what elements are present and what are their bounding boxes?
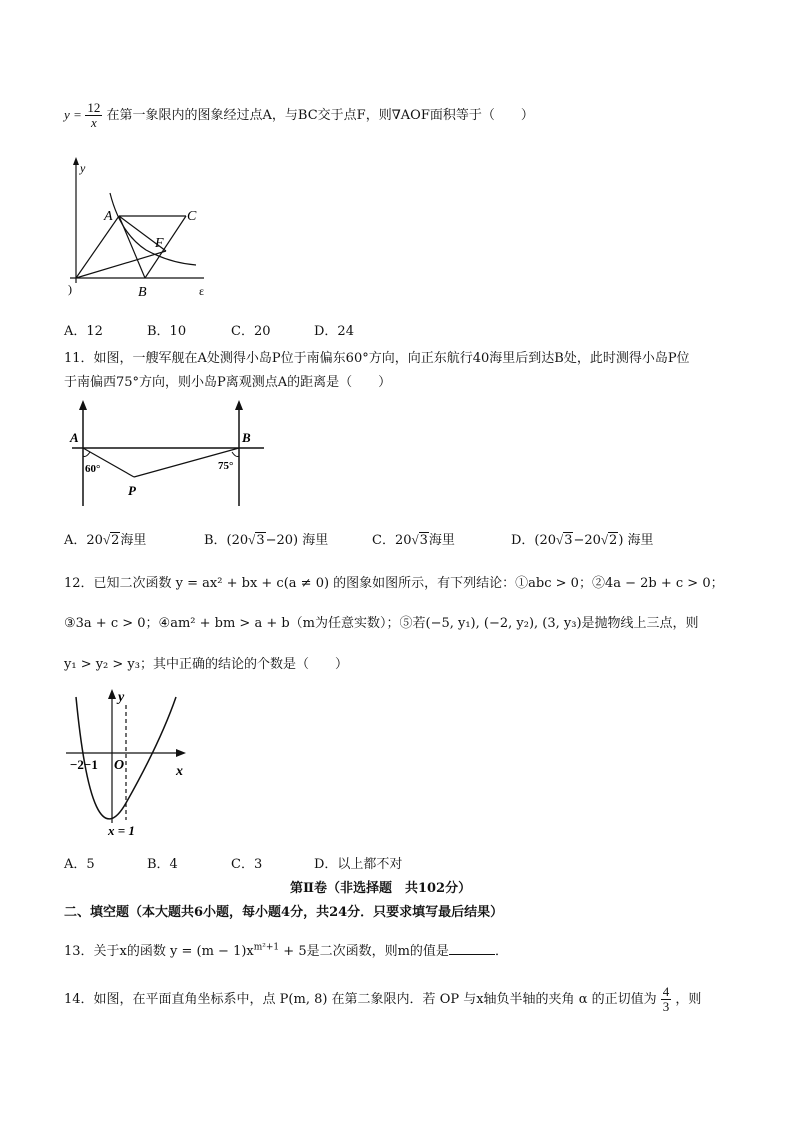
q11-arrow-a bbox=[79, 400, 87, 410]
q14-fraction bbox=[661, 985, 672, 1014]
q11-label-p: P bbox=[128, 483, 136, 498]
q12-option-b: B．4 bbox=[147, 857, 178, 872]
q14-text-end: ，则 bbox=[675, 992, 702, 1007]
q10-label-o: ) bbox=[68, 282, 72, 296]
q12-option-d: D．以上都不对 bbox=[314, 857, 403, 872]
section-title: 第Ⅱ卷（非选择题 共102分） bbox=[290, 881, 472, 896]
q10-option-b: B．10 bbox=[147, 324, 187, 339]
q11-line2: 于南偏西75°方向，则小岛P离观测点A的距离是（ ） bbox=[64, 375, 392, 390]
q10-option-c: C．20 bbox=[231, 324, 271, 339]
q13-text-c: ． bbox=[494, 944, 508, 959]
q10-hyperbola bbox=[110, 193, 196, 265]
q11-opt-d-rad1: 3 bbox=[564, 533, 573, 548]
q11-option-d: D．(20√3−20√2) 海里 bbox=[511, 532, 654, 548]
q12-label-o: O bbox=[114, 758, 125, 773]
q11-figure bbox=[66, 398, 266, 510]
q11-label-b: B bbox=[242, 430, 251, 445]
q13-answer-blank[interactable] bbox=[449, 942, 495, 955]
q11-arc-a bbox=[83, 452, 90, 457]
q10-stem-text: 在第一象限内的图象经过点A，与BC交于点F，则∇AOF面积等于（ ） bbox=[106, 108, 534, 123]
q10-stem bbox=[64, 101, 534, 130]
q10-y: y bbox=[64, 107, 70, 122]
q10-figure bbox=[62, 155, 212, 303]
q12-line3: y₁ > y₂ > y₃；其中正确的结论的个数是（ ） bbox=[64, 657, 348, 672]
q12-option-a: A．5 bbox=[64, 857, 95, 872]
q13-text-a: 13．关于x的函数 y = (m − 1)x bbox=[64, 944, 254, 959]
q11-label-a: A bbox=[70, 430, 79, 445]
q11-opt-a-pre: A．20 bbox=[64, 533, 103, 548]
q10-label-x: ɛ bbox=[199, 284, 205, 298]
q10-label-b: B bbox=[138, 285, 147, 300]
q12-label-x: x bbox=[176, 764, 183, 779]
q11-opt-d-rad2: 2 bbox=[609, 533, 618, 548]
q10-label-c: C bbox=[187, 209, 197, 224]
q11-opt-d-post: ) 海里 bbox=[618, 533, 654, 548]
q11-opt-c-pre: C．20 bbox=[372, 533, 412, 548]
q11-arc-b bbox=[232, 452, 239, 457]
q11-angle-60: 60° bbox=[85, 463, 101, 475]
q12-label-y: y bbox=[118, 690, 125, 705]
q10-y-arrow bbox=[73, 157, 79, 165]
q12-ticks: −2−1 bbox=[70, 757, 98, 772]
q12-axis-label: x = 1 bbox=[108, 823, 135, 838]
q11-opt-b-rad: 3 bbox=[256, 533, 265, 548]
q12-line2: ③3a + c > 0；④am² + bm > a + b（m为任意实数）；⑤若(−5, y₁), (−2, y₂), (3, y₃)是抛物线上三点，则 bbox=[64, 616, 699, 631]
q12-option-c: C．3 bbox=[231, 857, 263, 872]
q13-exponent: m²+1 bbox=[253, 942, 280, 953]
q13-text-b: + 5是二次函数，则m的值是 bbox=[279, 944, 449, 959]
q11-opt-d-mid: −20 bbox=[573, 533, 601, 548]
q10-option-d: D．24 bbox=[314, 324, 354, 339]
q11-option-c: C．20√3海里 bbox=[372, 532, 455, 548]
part2-heading: 二、填空题（本大题共6小题，每小题4分，共24分．只要求填写最后结果） bbox=[64, 905, 504, 920]
q11-opt-a-rad: 2 bbox=[111, 533, 120, 548]
q10-seg-of bbox=[76, 251, 166, 278]
q14-stem bbox=[64, 985, 701, 1014]
q11-opt-c-rad: 3 bbox=[419, 533, 428, 548]
q10-frac-num: 12 bbox=[87, 100, 101, 115]
q11-opt-c-post: 海里 bbox=[428, 533, 455, 548]
q12-y-arrow bbox=[108, 689, 116, 699]
q10-fraction bbox=[85, 101, 102, 130]
q14-frac-num: 4 bbox=[662, 984, 670, 999]
q11-arrow-b bbox=[235, 400, 243, 410]
q11-opt-b-post: −20) 海里 bbox=[265, 533, 329, 548]
q10-seg-cb bbox=[145, 216, 186, 278]
q11-option-a: A．20√2海里 bbox=[64, 532, 147, 548]
q11-angle-75: 75° bbox=[218, 460, 234, 472]
q10-label-y: y bbox=[80, 161, 86, 175]
q13-stem bbox=[64, 940, 508, 959]
q10-frac-den: x bbox=[91, 115, 97, 130]
q11-option-b: B．(20√3−20) 海里 bbox=[204, 532, 329, 548]
q14-frac-den: 3 bbox=[662, 999, 670, 1014]
q12-figure bbox=[62, 685, 192, 840]
q11-line1: 11．如图，一艘军舰在A处测得小岛P位于南偏东60°方向，向正东航行40海里后到达B处，此时测得小岛P位 bbox=[64, 351, 690, 366]
q10-option-a: A．12 bbox=[64, 324, 103, 339]
q12-x-arrow bbox=[176, 749, 186, 757]
q10-eq: = bbox=[73, 107, 82, 122]
q11-opt-d-pre: D．(20 bbox=[511, 533, 557, 548]
q12-line1: 12．已知二次函数 y = ax² + bx + c(a ≠ 0) 的图象如图所示，有下列结论：①abc > 0；②4a − 2b + c > 0； bbox=[64, 576, 724, 591]
q10-label-a: A bbox=[104, 209, 113, 224]
q11-opt-b-pre: B．(20 bbox=[204, 533, 249, 548]
q10-seg-oa bbox=[76, 216, 119, 278]
q11-opt-a-post: 海里 bbox=[120, 533, 147, 548]
q10-label-f: F bbox=[155, 236, 164, 251]
q14-text: 14．如图，在平面直角坐标系中，点 P(m, 8) 在第二象限内．若 OP 与x轴负半轴的夹角 α 的正切值为 bbox=[64, 992, 657, 1007]
